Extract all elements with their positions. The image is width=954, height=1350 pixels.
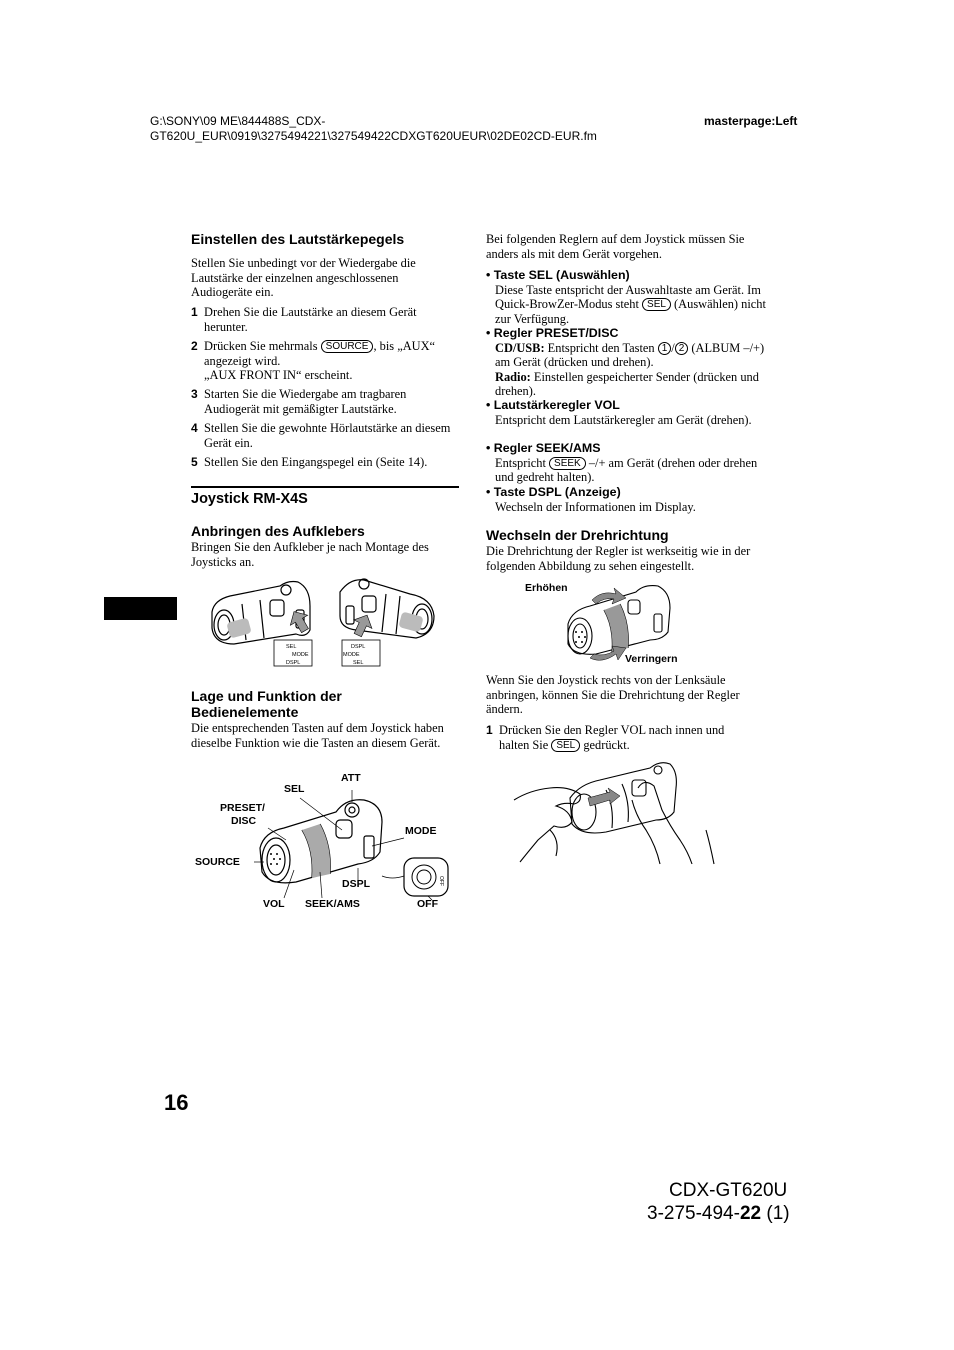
masterpage-label: masterpage:Left [704,114,798,128]
label-source: SOURCE [195,856,240,868]
rotation-text: Die Drehrichtung der Regler ist werkseitig wie in der folgenden Abbildung zu sehen eingestellt. [486,544,751,573]
sticker-right-sel: SEL [353,660,364,666]
bullet-title: Taste DSPL (Anzeige) [493,485,621,499]
label-disc: DISC [231,815,257,827]
section-rule [191,486,459,488]
step-number: 4 [191,421,198,435]
cd-text-pre: Entspricht den Tasten [544,340,658,355]
bullet-title: Lautstärkeregler VOL [493,398,620,412]
bullet-sel: • Taste SEL (Auswählen) Diese Taste entspricht der Auswahltaste am Gerät. Im Quick-BrowZer-Modus steht SEL (Auswählen) nicht zur Verfügung. [486,268,766,326]
step-number: 2 [191,339,198,353]
page-number: 16 [164,1090,189,1115]
step-5 [191,455,461,470]
controls-text: Die entsprechenden Tasten auf dem Joystick haben dieselbe Funktion wie die Tasten an diesem Gerät. [191,721,444,750]
bullet-seek-ams: • Regler SEEK/AMS Entspricht SEEK –/+ am Gerät (drehen oder drehen und gedreht halten). [486,441,758,485]
label-sel: SEL [284,783,305,795]
label-increase: Erhöhen [525,582,568,594]
rotation-step-1 [486,723,756,752]
seek-button-ref: SEEK [549,457,586,470]
section-title-joystick: Joystick RM-X4S [191,491,308,507]
section-title-rotation: Wechseln der Drehrichtung [486,527,669,543]
bullet-text-pre: Diese Taste entspricht der Auswahltaste am Gerät. Im Quick-BrowZer-Modus steht [495,282,761,312]
cd-text-post: (ALBUM –/+) am Gerät (drücken und drehen). [495,340,765,370]
step-number: 1 [191,305,198,319]
subsection-title-line1: Lage und Funktion der [191,688,342,704]
label-mode: MODE [405,825,437,837]
label-preset: PRESET/ [220,802,265,814]
label-vol: VOL [263,898,285,910]
button-1-ref: 1 [658,342,672,355]
step-text: Stellen Sie die gewohnte Hörlautstärke an diesem Gerät ein. [204,421,451,450]
bullet-text: Wechseln der Informationen im Display. [495,499,696,514]
sticker-left-dspl: DSPL [286,660,301,666]
step-text-pre: Drücken Sie mehrmals [204,339,321,353]
sticker-left-sel: SEL [286,644,297,650]
bullet-preset-disc: • Regler PRESET/DISC CD/USB: Entspricht den Tasten 1 / 2 (ALBUM –/+) am Gerät (drücken und drehen). Radio: Einstellen gespeicherter Sender (drücken und drehen). [486,326,765,399]
part-prefix: 3-275-494- [647,1203,740,1224]
section-title-volume: Einstellen des Lautstärkepegels [191,231,405,247]
sel-button-ref: SEL [642,298,671,311]
step-3 [191,387,453,416]
file-path-line2: GT620U_EUR\0919\3275494221\327549422CDXGT620UEUR\02DE02CD-EUR.fm [150,129,597,143]
label-decrease: Verringern [625,653,678,665]
rotation-illustration [562,580,677,662]
file-path-line1: G:\SONY\09 ME\844488S_CDX- [150,114,326,128]
bullet-text: Entspricht dem Lautstärkeregler am Gerät (drehen). [495,412,752,427]
slash: / [671,340,675,355]
radio-label: Radio: [495,369,531,384]
sticker-right-mode: MODE [343,652,360,658]
bullet-title: Regler PRESET/DISC [493,326,619,340]
part-number [647,1203,790,1225]
button-2-ref: 2 [675,342,689,355]
off-small-label: OFF [438,876,444,886]
label-dspl: DSPL [342,878,371,890]
model-number: CDX-GT620U [669,1180,788,1201]
subsection-title-line2: Bedienelemente [191,704,299,720]
bullet-title: Regler SEEK/AMS [493,441,601,455]
step-text: Starten Sie die Wiedergabe am tragbaren Audiogerät mit gemäßigter Lautstärke. [204,387,407,416]
radio-text: Einstellen gespeicherter Sender (drücken und drehen). [495,369,759,399]
right-intro: Bei folgenden Reglern auf dem Joystick müssen Sie anders als mit dem Gerät vorgehen. [486,232,745,261]
step-text-post: , bis „AUX“ angezeigt wird. [204,339,436,368]
label-seek-ams: SEEK/AMS [305,898,360,910]
step-text: Stellen Sie den Eingangspegel ein (Seite 14). [204,455,428,469]
volume-intro: Stellen Sie unbedingt vor der Wiedergabe die Lautstärke der einzelnen angeschlossenen Audiogeräte ein. [191,256,416,300]
sticker-text: Bringen Sie den Aufkleber je nach Montage des Joysticks an. [191,540,429,569]
bullet-text-pre: Entspricht [495,455,550,470]
sticker-illustration [200,572,450,672]
bullet-text-post: –/+ am Gerät (drehen oder drehen und gedreht halten). [495,455,758,485]
part-suffix: (1) [761,1203,790,1224]
step-text: Drehen Sie die Lautstärke an diesem Gerät herunter. [204,305,417,334]
bullet-text-post: (Auswählen) nicht zur Verfügung. [495,297,766,326]
source-button-ref: SOURCE [321,340,374,353]
step-number: 1 [486,723,493,737]
hands-illustration [510,760,720,866]
cd-usb-label: CD/USB: [495,340,545,355]
step-2 [191,339,453,383]
rotation-para2: Wenn Sie den Joystick rechts von der Lenksäule anbringen, können Sie die Drehrichtung der Regler ändern. [486,673,740,717]
step-number: 5 [191,455,198,469]
sticker-left-mode: MODE [292,652,309,658]
label-att: ATT [341,772,361,784]
step-text-post: gedrückt. [580,737,630,752]
step-number: 3 [191,387,198,401]
step-text-pre: Drücken Sie den Regler VOL nach innen und halten Sie [499,723,725,752]
part-bold: 22 [739,1203,762,1224]
label-off: OFF [417,898,438,910]
subsection-title-sticker: Anbringen des Aufklebers [191,523,365,539]
bullet-vol: • Lautstärkeregler VOL Entspricht dem Lautstärkeregler am Gerät (drehen). [486,398,766,427]
bullet-title: Taste SEL (Auswählen) [493,268,630,282]
sel-button-ref: SEL [551,739,580,752]
sticker-right-dspl: DSPL [351,644,366,650]
subsection-title-controls [191,688,342,720]
step-1 [191,305,453,334]
section-tab-marker [104,597,177,620]
step-text-line2: „AUX FRONT IN“ erscheint. [204,368,353,383]
step-4 [191,421,453,450]
file-path [150,114,670,144]
bullet-dspl: • Taste DSPL (Anzeige) Wechseln der Informationen im Display. [486,485,766,514]
